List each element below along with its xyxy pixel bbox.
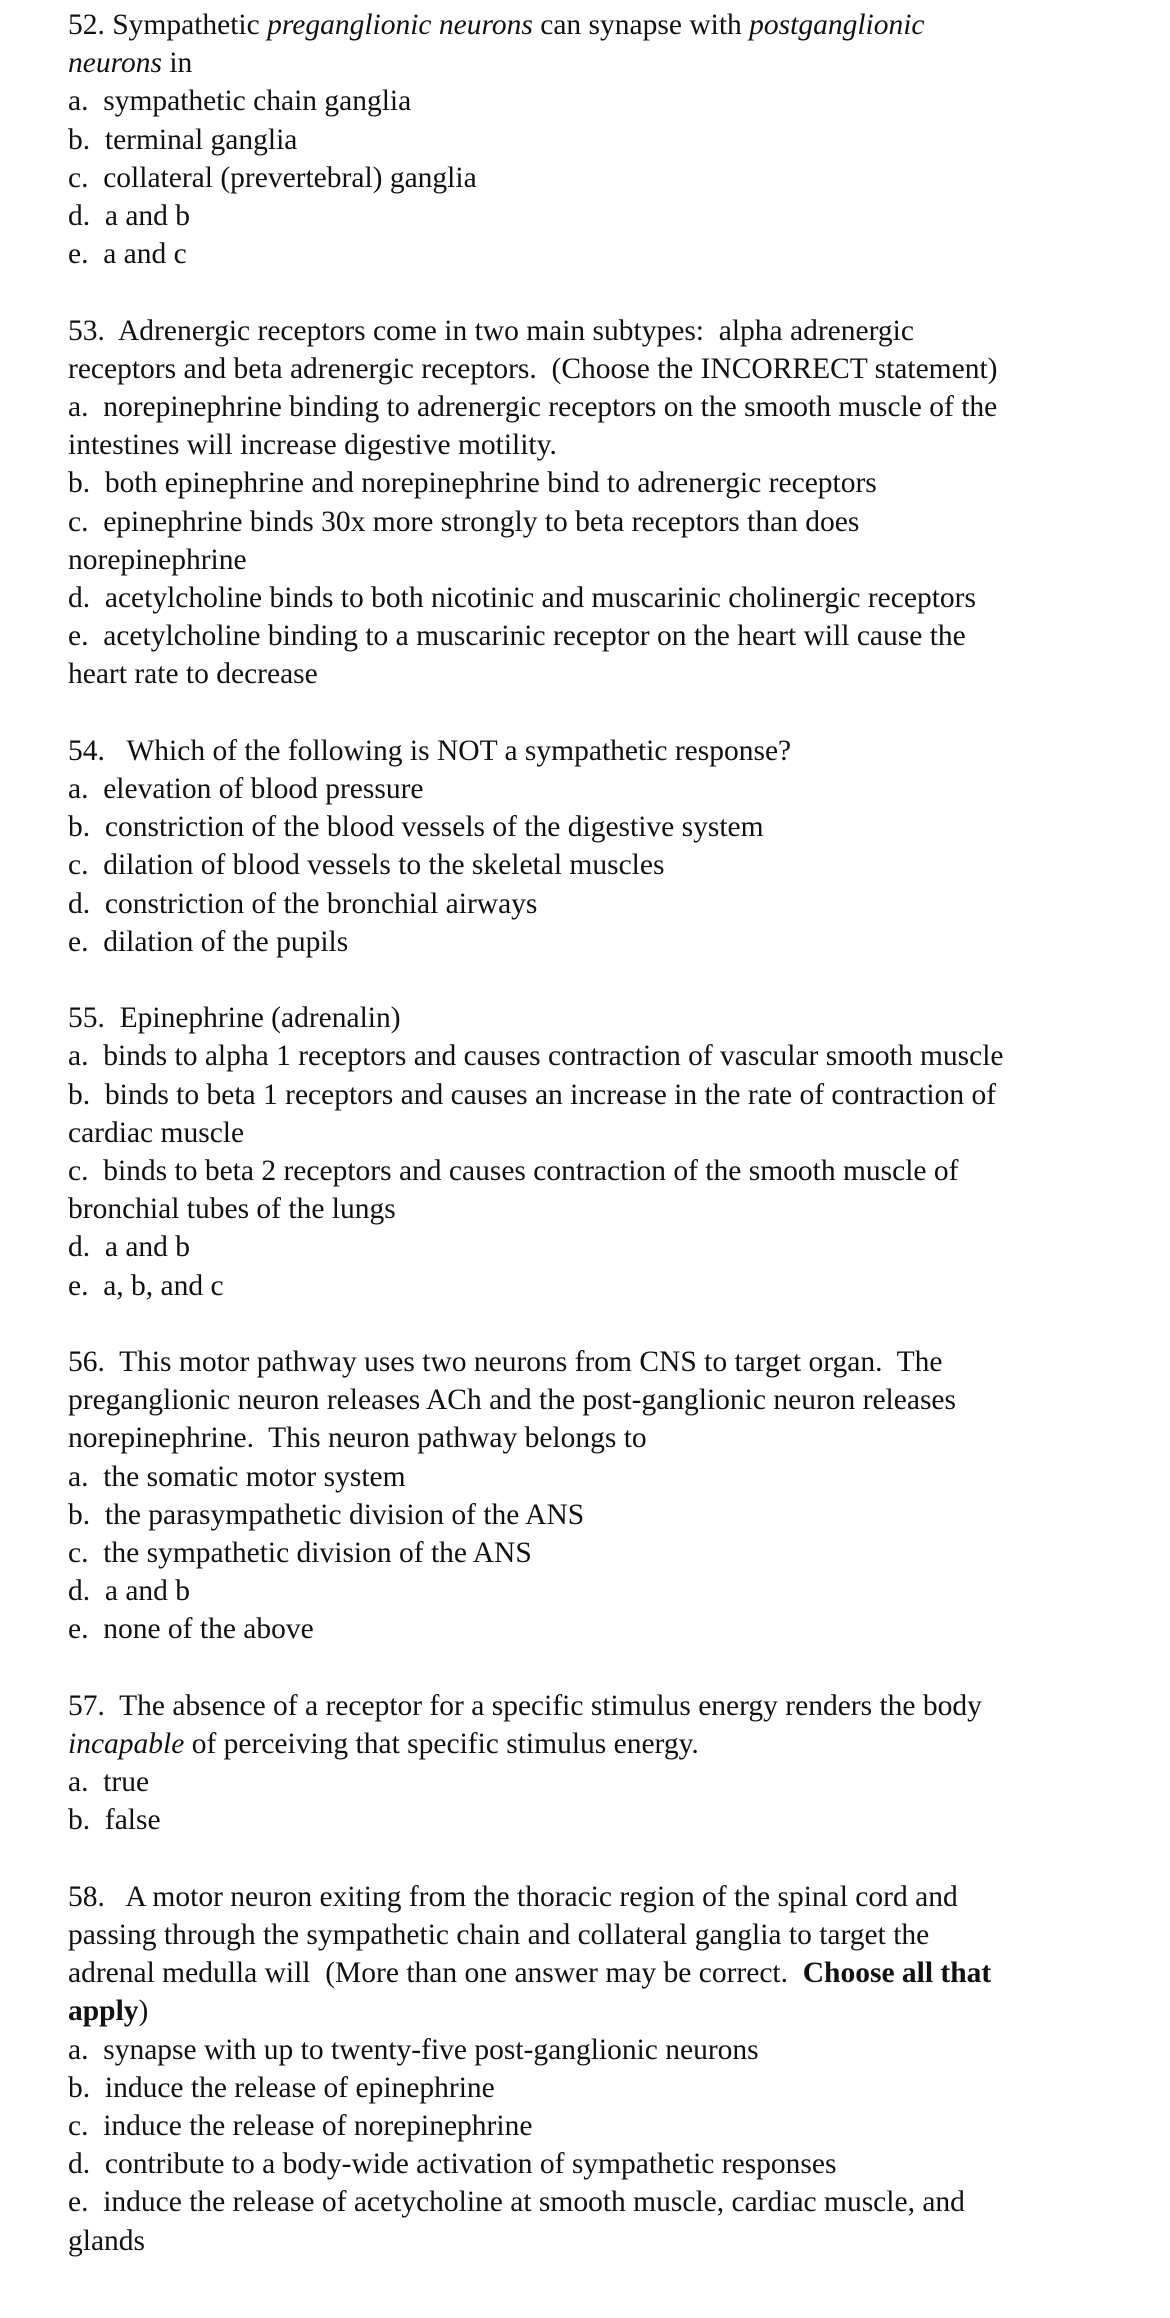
stem-line xyxy=(68,999,1130,1037)
option-line: c. binds to beta 2 receptors and causes contraction of the smooth muscle of xyxy=(68,1155,959,1188)
stem-line xyxy=(68,312,1130,350)
answer-option xyxy=(68,1228,1130,1266)
option-line: d. acetylcholine binds to both nicotinic and muscarinic cholinergic receptors xyxy=(68,582,976,615)
option-line: b. false xyxy=(68,1804,161,1837)
answer-option xyxy=(68,464,1130,502)
answer-option xyxy=(68,159,1130,197)
answer-option xyxy=(68,885,1130,923)
stem-line xyxy=(68,1419,1130,1457)
option-line: a. true xyxy=(68,1766,150,1799)
option-line: e. a, b, and c xyxy=(68,1269,224,1302)
option-line: a. binds to alpha 1 receptors and causes contraction of vascular smooth muscle xyxy=(68,1040,1004,1073)
option-line: e. induce the release of acetycholine at smooth muscle, cardiac muscle, and xyxy=(68,2186,965,2219)
text-segment: receptors and beta adrenergic receptors. (Choose the INCORRECT statement) xyxy=(68,352,998,385)
question-54 xyxy=(68,732,1130,961)
option-line: d. a and b xyxy=(68,1231,191,1264)
answer-option xyxy=(68,2069,1130,2107)
stem-line xyxy=(68,1916,1130,1954)
answer-option xyxy=(68,579,1130,617)
text-segment: 58. A motor neuron exiting from the thoracic region of the spinal cord and xyxy=(68,1880,958,1913)
question-list xyxy=(68,6,1130,2260)
stem-line xyxy=(68,1687,1130,1725)
question-56 xyxy=(68,1343,1130,1649)
option-line: b. constriction of the blood vessels of the digestive system xyxy=(68,811,764,844)
answer-option xyxy=(68,1610,1130,1648)
answer-option xyxy=(68,235,1130,273)
option-line: b. the parasympathetic division of the ANS xyxy=(68,1498,585,1531)
stem-line xyxy=(68,732,1130,770)
option-line: b. terminal ganglia xyxy=(68,123,298,156)
option-line: c. dilation of blood vessels to the skeletal muscles xyxy=(68,849,665,882)
question-stem xyxy=(68,1687,1130,1763)
text-segment: 52. Sympathetic xyxy=(68,9,268,41)
question-stem xyxy=(68,732,1130,770)
question-53 xyxy=(68,312,1130,694)
answer-option xyxy=(68,82,1130,120)
question-57 xyxy=(68,1687,1130,1840)
text-segment: preganglionic neuron releases ACh and the post-ganglionic neuron releases xyxy=(68,1384,956,1417)
option-line: e. a and c xyxy=(68,238,187,271)
option-line: a. sympathetic chain ganglia xyxy=(68,85,412,118)
text-segment: 53. Adrenergic receptors come in two main subtypes: alpha adrenergic xyxy=(68,314,914,347)
option-line: e. none of the above xyxy=(68,1613,314,1646)
option-line: c. induce the release of norepinephrine xyxy=(68,2110,533,2143)
option-line: d. a and b xyxy=(68,200,191,233)
answer-option xyxy=(68,1037,1130,1075)
text-segment: norepinephrine. This neuron pathway belongs to xyxy=(68,1422,647,1455)
answer-option xyxy=(68,2107,1130,2145)
option-line: e. acetylcholine binding to a muscarinic receptor on the heart will cause the xyxy=(68,620,966,653)
stem-line xyxy=(68,1725,1130,1763)
text-segment: 54. Which of the following is NOT a sympathetic response? xyxy=(68,734,792,767)
option-line: b. both epinephrine and norepinephrine bind to adrenergic receptors xyxy=(68,467,877,500)
answer-option xyxy=(68,1572,1130,1610)
italic-text: preganglionic neurons xyxy=(267,9,533,41)
option-line: c. collateral (prevertebral) ganglia xyxy=(68,161,477,194)
answer-option xyxy=(68,1496,1130,1534)
answer-option xyxy=(68,1458,1130,1496)
answer-option xyxy=(68,503,1130,579)
italic-text: incapable xyxy=(68,1728,185,1761)
option-line: a. the somatic motor system xyxy=(68,1460,406,1493)
answer-option xyxy=(68,2183,1130,2259)
bold-text: Choose all that xyxy=(802,1957,992,1990)
text-segment: 55. Epinephrine (adrenalin) xyxy=(68,1002,401,1035)
text-segment: adrenal medulla will (More than one answer may be correct. xyxy=(68,1957,803,1990)
stem-line xyxy=(68,1878,1130,1916)
text-segment: passing through the sympathetic chain and collateral ganglia to target the xyxy=(68,1919,930,1952)
stem-line xyxy=(68,44,1130,82)
option-line: b. induce the release of epinephrine xyxy=(68,2071,495,2104)
question-stem xyxy=(68,999,1130,1037)
option-line: norepinephrine xyxy=(68,543,247,576)
question-stem xyxy=(68,1878,1130,2031)
option-line: heart rate to decrease xyxy=(68,658,318,691)
bold-text: apply xyxy=(68,1995,139,2028)
italic-text: postganglionic xyxy=(749,9,925,41)
option-line: intestines will increase digestive motility. xyxy=(68,429,557,462)
answer-option xyxy=(68,121,1130,159)
answer-option xyxy=(68,1267,1130,1305)
option-line: e. dilation of the pupils xyxy=(68,925,349,958)
answer-option xyxy=(68,2145,1130,2183)
option-line: d. contribute to a body-wide activation of sympathetic responses xyxy=(68,2148,837,2181)
option-line: a. synapse with up to twenty-five post-ganglionic neurons xyxy=(68,2033,759,2066)
text-segment: can synapse with xyxy=(532,9,750,41)
answer-option xyxy=(68,197,1130,235)
question-stem xyxy=(68,312,1130,388)
answer-option xyxy=(68,1801,1130,1839)
option-line: a. norepinephrine binding to adrenergic receptors on the smooth muscle of the xyxy=(68,391,998,424)
answer-option xyxy=(68,1763,1130,1801)
stem-line xyxy=(68,1381,1130,1419)
answer-option xyxy=(68,1534,1130,1572)
italic-text: neurons xyxy=(68,47,162,80)
answer-option xyxy=(68,808,1130,846)
text-segment: ) xyxy=(138,1995,149,2028)
stem-line xyxy=(68,350,1130,388)
answer-option xyxy=(68,617,1130,693)
option-line: bronchial tubes of the lungs xyxy=(68,1193,396,1226)
text-segment: in xyxy=(161,47,193,80)
question-stem xyxy=(68,6,1130,82)
answer-option xyxy=(68,1152,1130,1228)
question-55 xyxy=(68,999,1130,1305)
text-segment: 57. The absence of a receptor for a specific stimulus energy renders the body xyxy=(68,1689,982,1722)
option-line: b. binds to beta 1 receptors and causes an increase in the rate of contraction of xyxy=(68,1078,997,1111)
question-52 xyxy=(68,6,1130,273)
answer-option xyxy=(68,846,1130,884)
answer-option xyxy=(68,388,1130,464)
question-stem xyxy=(68,1343,1130,1458)
text-segment: 56. This motor pathway uses two neurons from CNS to target organ. The xyxy=(68,1346,943,1379)
option-line: d. constriction of the bronchial airways xyxy=(68,887,538,920)
option-line: d. a and b xyxy=(68,1575,191,1608)
answer-option xyxy=(68,1076,1130,1152)
answer-option xyxy=(68,923,1130,961)
text-segment: of perceiving that specific stimulus energy. xyxy=(184,1728,699,1761)
answer-option xyxy=(68,2031,1130,2069)
option-line: c. the sympathetic division of the ANS xyxy=(68,1537,532,1570)
stem-line xyxy=(68,6,1130,44)
option-line: a. elevation of blood pressure xyxy=(68,773,424,806)
stem-line xyxy=(68,1954,1130,1992)
stem-line xyxy=(68,1992,1130,2030)
option-line: c. epinephrine binds 30x more strongly to beta receptors than does xyxy=(68,505,860,538)
answer-option xyxy=(68,770,1130,808)
question-58 xyxy=(68,1878,1130,2260)
option-line: glands xyxy=(68,2224,146,2257)
option-line: cardiac muscle xyxy=(68,1116,245,1149)
stem-line xyxy=(68,1343,1130,1381)
